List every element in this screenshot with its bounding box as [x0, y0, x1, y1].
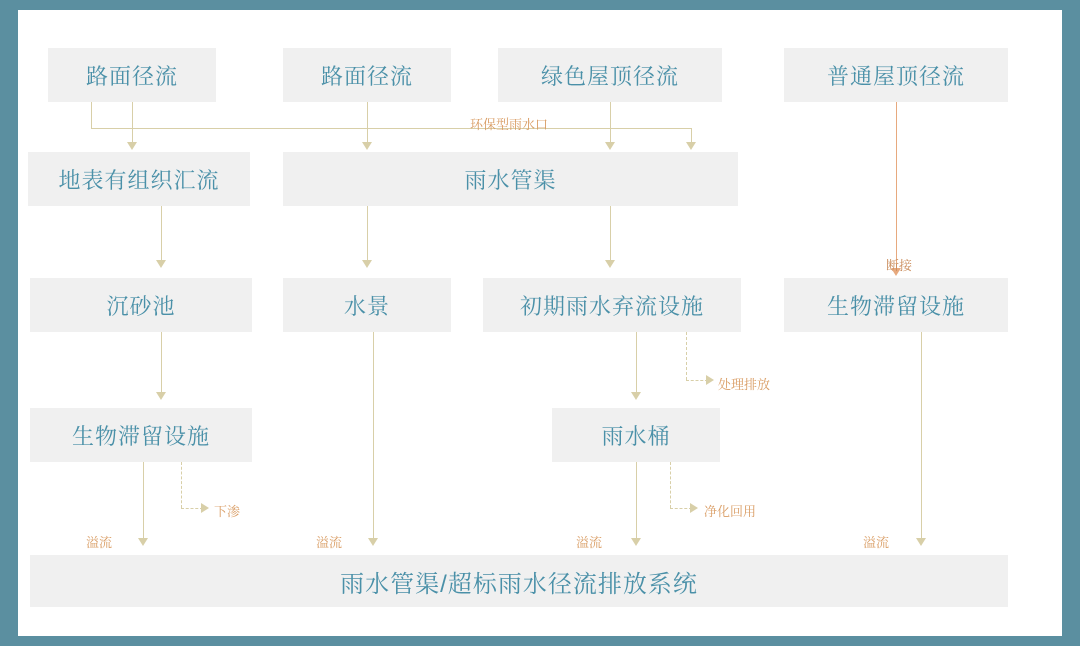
arrowhead-overflow-3: [631, 538, 641, 546]
connector-overflow-1: [143, 462, 144, 540]
connector-overflow-2: [373, 332, 374, 540]
node-label: 雨水桶: [601, 423, 671, 449]
connector-road1-bus-stub: [91, 102, 92, 128]
edge-label-eco-inlet: 环保型雨水口: [470, 117, 549, 132]
node-label: 路面径流: [85, 63, 178, 89]
diagram-canvas: [18, 10, 1062, 636]
connector-road1-down: [132, 102, 133, 144]
node-label: 初期雨水弃流设施: [519, 293, 704, 319]
arrowhead-road2-to-pipe: [362, 142, 372, 150]
connector-pipe-to-firstflush: [610, 206, 611, 262]
arrowhead-pipe-to-firstflush: [605, 260, 615, 268]
connector-pipe-to-waterscape: [367, 206, 368, 262]
connector-normalroof-down: [896, 102, 897, 270]
connector-firstflush-treated-vert: [686, 332, 687, 380]
node-waterscape[interactable]: [283, 278, 451, 332]
node-discharge-system[interactable]: [30, 555, 1008, 607]
edge-label-infiltration: 下渗: [214, 504, 241, 519]
node-label: 生物滞留设施: [826, 293, 965, 319]
arrowhead-greenroof-to-pipe: [605, 142, 615, 150]
node-label: 路面径流: [320, 63, 413, 89]
arrowhead-overflow-4: [916, 538, 926, 546]
node-road-runoff-2[interactable]: [283, 48, 451, 102]
node-label: 生物滞留设施: [71, 423, 210, 449]
node-surface-organized-flow[interactable]: [28, 152, 250, 206]
connector-overflow-4: [921, 332, 922, 540]
edge-label-overflow-3: 溢流: [576, 535, 603, 550]
node-label: 雨水管渠/超标雨水径流排放系统: [340, 570, 698, 598]
connector-greenroof-bus-stub: [610, 102, 611, 128]
node-stormwater-pipe[interactable]: [283, 152, 738, 206]
connector-purified-vert: [670, 462, 671, 508]
node-sedimentation-tank[interactable]: [30, 278, 252, 332]
connector-infiltration-horiz: [181, 508, 203, 509]
node-first-flush-diversion[interactable]: [483, 278, 741, 332]
arrowhead-sedimentation-to-bioretention: [156, 392, 166, 400]
connector-sedimentation-to-bioretention: [161, 332, 162, 394]
connector-firstflush-to-rainbarrel: [636, 332, 637, 394]
arrowhead-overflow-2: [368, 538, 378, 546]
node-label: 地表有组织汇流: [58, 167, 220, 193]
node-label: 绿色屋顶径流: [540, 63, 679, 89]
connector-infiltration-vert: [181, 462, 182, 508]
arrowhead-surface-to-sedimentation: [156, 260, 166, 268]
edge-label-overflow-2: 溢流: [316, 535, 343, 550]
node-label: 雨水管渠: [464, 167, 557, 193]
node-label: 水景: [343, 293, 390, 319]
node-green-roof-runoff[interactable]: [498, 48, 722, 102]
edge-label-overflow-1: 溢流: [86, 535, 113, 550]
node-bioretention-facility-right[interactable]: [784, 278, 1008, 332]
connector-purified-horiz: [670, 508, 692, 509]
node-bioretention-facility-left[interactable]: [30, 408, 252, 462]
arrowhead-overflow-1: [138, 538, 148, 546]
arrowhead-treated-discharge: [706, 375, 714, 385]
connector-bus-row1: [91, 128, 691, 129]
connector-surface-to-sedimentation: [161, 206, 162, 262]
edge-label-disconnect: 断接: [886, 258, 913, 273]
node-label: 沉砂池: [106, 293, 176, 319]
connector-road2-bus-stub: [367, 102, 368, 128]
arrowhead-infiltration: [201, 503, 209, 513]
connector-firstflush-treated-horiz: [686, 380, 708, 381]
edge-label-overflow-4: 溢流: [863, 535, 890, 550]
node-normal-roof-runoff[interactable]: [784, 48, 1008, 102]
arrowhead-bus-to-pipe: [686, 142, 696, 150]
arrowhead-firstflush-to-rainbarrel: [631, 392, 641, 400]
edge-label-treated-discharge: 处理排放: [718, 377, 771, 392]
arrowhead-road1-to-surface: [127, 142, 137, 150]
arrowhead-purified-reuse: [690, 503, 698, 513]
node-road-runoff-1[interactable]: [48, 48, 216, 102]
node-rain-barrel[interactable]: [552, 408, 720, 462]
edge-label-purified-reuse: 净化回用: [704, 504, 757, 519]
arrowhead-pipe-to-waterscape: [362, 260, 372, 268]
connector-overflow-3: [636, 462, 637, 540]
node-label: 普通屋顶径流: [826, 63, 965, 89]
